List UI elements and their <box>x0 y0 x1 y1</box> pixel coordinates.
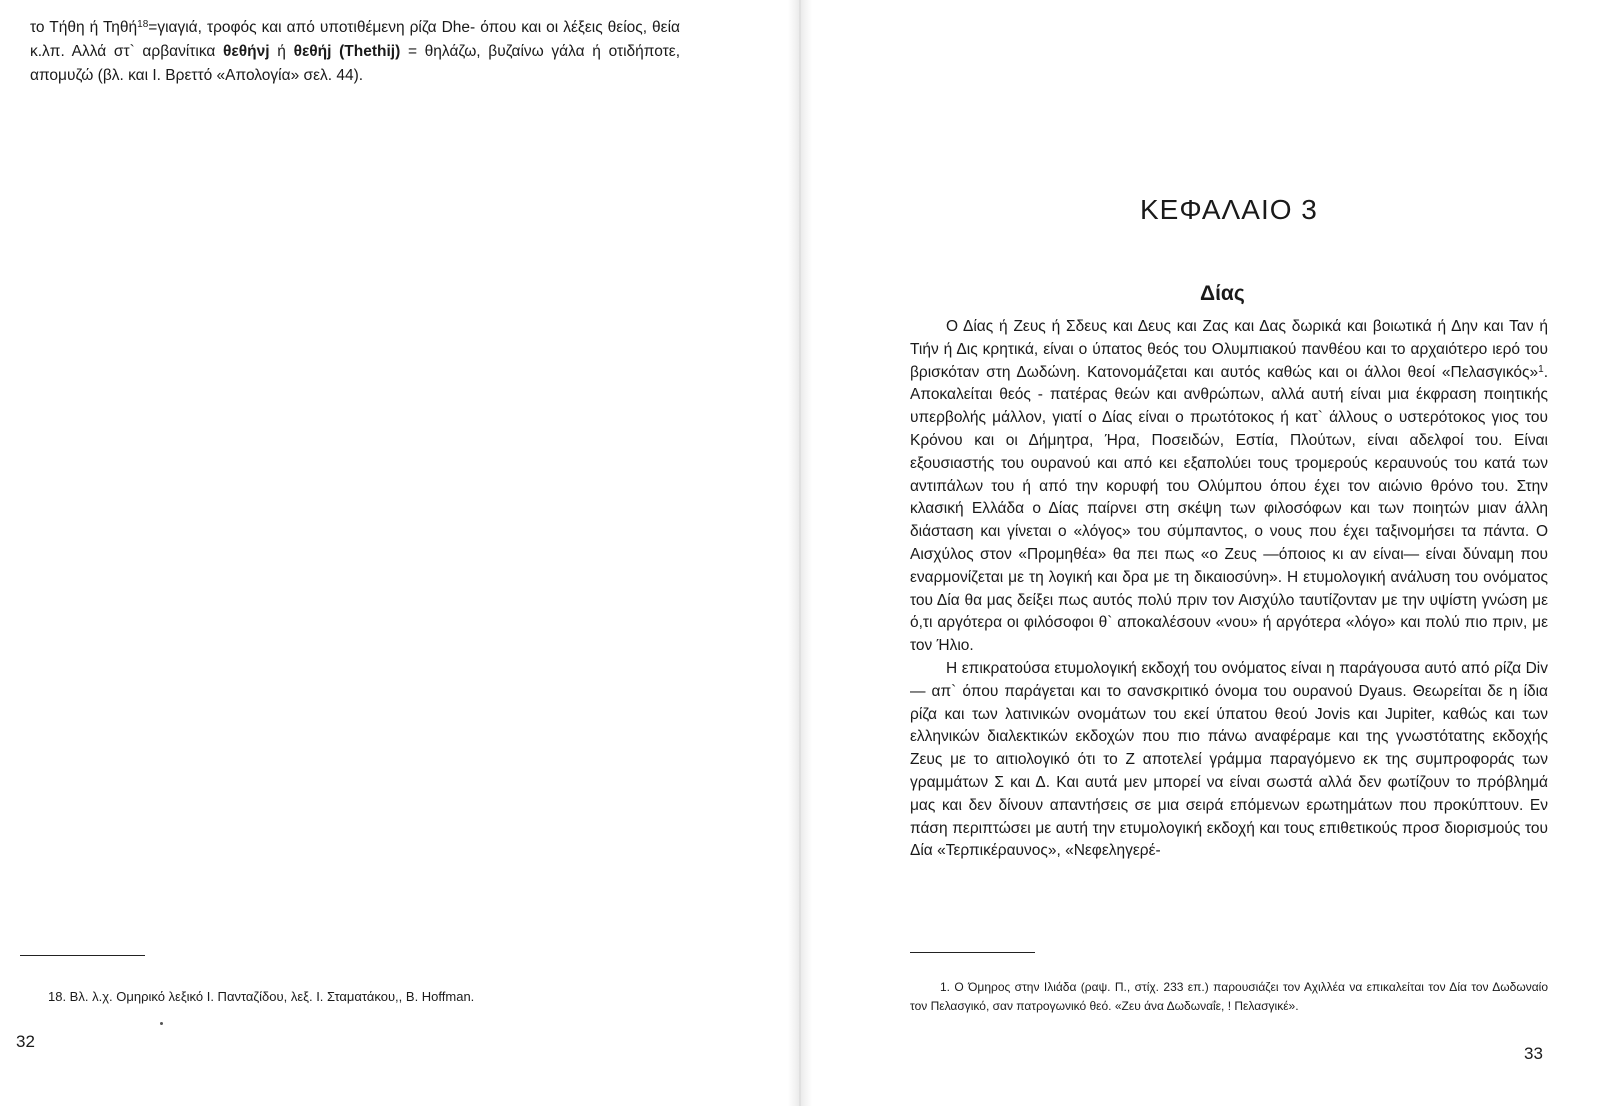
carry-text-1: το Τήθη ή Τηθή <box>30 19 138 36</box>
footnote-divider <box>910 952 1035 953</box>
paragraph-1-text-b: . Αποκαλείται θεός - πατέρας θεών και ανθρώπων, αλλά αυτή είναι μια έκφραση ποιητικής υπερβολής μάλλον, γιατί ο Δίας είναι ο πρωτότοκος ή κατ` άλλους ο υστερότοκος γιος του Κρόνου και οι Δήμητρα, Ήρα, Ποσειδών, Εστία, Πλούτων, είναι αδελφοί του. Είναι εξουσιαστής του ουρανού και από κει εξαπολύει τους τρομερούς κεραυνούς του κατά των αντιπάλων του ή από την κορυφή του Ολύμπου όπου έχει τον αιώνιο θρόνο του. Στην κλασική Ελλάδα ο Δίας παίρνει στη σκέψη των φιλοσόφων και των ποιητών μιαν άλλη διάσταση και γίνεται ο «λόγος» του σύμπαντος, ο νους που έχει ταξινομήσει τα πάντα. Ο Αισχύλος στον «Προμηθέα» θα πει πως «ο Ζευς —όποιος κι αν είναι— είναι δύναμη που εναρμονίζεται με τη λογική και δρα με τη δικαιοσύνη». Η ετυμολογική ανάλυση του ονόματος του Δία θα μας δείξει πως αυτός πολύ πριν τον Αισχύλο ταυτίζονταν με την υψίστη γνώση με ό,τι αργότερα οι φιλόσοφοι θ` αποκαλέσουν «νου» ή αργότερα «λόγο» και πολύ πιο πριν, με τον Ήλιο. <box>910 363 1548 655</box>
carryover-paragraph <box>30 16 680 88</box>
carry-text-3: ή <box>269 43 294 60</box>
carry-text-2: =γιαγιά, τροφός και από υποτιθέμενη ρίζα Dhe- όπου και οι λέξεις θείος, θεία κ.λπ. Αλλά στ` αρβανίτικα <box>30 19 680 60</box>
right-page <box>800 0 1600 1106</box>
carry-text-4: = θηλάζω, βυζαίνω γάλα ή οτιδήποτε, απομυζώ (βλ. και Ι. Βρεττό «Απολογία» σελ. 44). <box>30 43 681 84</box>
paragraph-1-text-a: Ο Δίας ή Ζευς ή Σδευς και Δευς και Ζας και Δας δωρικά και βοιωτικά ή Δην και Ταν ή Τιήν ή Δις κρητικά, είναι ο ύπατος θεός του Ολυμπιακού πανθέου και το αρχαιότερο ιερό του βρισκόταν στη Δωδώνη. Κατονομάζεται και αυτός καθώς και οι άλλοι θεοί «Πελασγικός» <box>910 318 1548 381</box>
section-title: Δίας <box>1200 282 1245 305</box>
footnote-18: 18. Βλ. λ.χ. Ομηρικό λεξικό Ι. Πανταζίδου, λεξ. Ι. Σταματάκου,, Β. Hoffman. <box>48 989 475 1004</box>
chapter-title: ΚΕΦΑΛΑΙΟ 3 <box>1140 194 1318 225</box>
paragraph-2: Η επικρατούσα ετυμολογική εκδοχή του ονόματος είναι η παράγουσα αυτό από ρίζα Div — απ` όπου παράγεται και το σανσκριτικό όνομα του ουρανού Dyaus. Θεωρείται δε η ίδια ρίζα και των λατινικών ονομάτων του εκεί ύπατου θεού Jovis και Jupiter, καθώς και των ελληνικών διαλεκτικών εκδοχών που πιο πάνω αναφέραμε και της γνωστότατης εκδοχής Ζευς με το αιτιολογικό ότι το Ζ αποτελεί γράμμα παραγόμενο εκ της συμπροφοράς των γραμμάτων Σ και Δ. Και αυτά μεν μπορεί να είναι σωστά αλλά δεν φωτίζουν το πρόβλημά μας και δεν δίνουν απαντήσεις σε μια σειρά επόμενων ερωτημάτων που προκύπτουν. Εν πάση περιπτώσει με αυτή την ετυμολογική εκδοχή και τους επιθετικούς προσ διορισμούς του Δία «Τερπικέραυνος», «Νεφεληγερέ- <box>910 659 1548 860</box>
footnote-ref-1: 1 <box>1538 363 1544 375</box>
page-number-left: 32 <box>16 1032 35 1051</box>
body-text <box>910 316 1548 863</box>
footnote-1: 1. Ο Όμηρος στην Ιλιάδα (ραψ. Π., στίχ. 233 επ.) παρουσιάζει τον Αχιλλέα να επικαλείται τον Δία τον Δωδωναίο τον Πελασγικό, σαν πατρογωνικό θεό. «Ζευ άνα Δωδωναΐε, ! Πελασγικέ». <box>910 980 1548 1013</box>
page-number-right: 33 <box>1524 1044 1543 1063</box>
bold-term-2: θεθήj (Thethij) <box>293 43 401 60</box>
scan-speck <box>160 1022 163 1025</box>
footnote-ref-18: 18 <box>137 19 149 30</box>
bold-term-1: θεθήνj <box>223 43 270 60</box>
footnote-divider <box>20 955 145 956</box>
paragraph-1 <box>910 316 1548 658</box>
